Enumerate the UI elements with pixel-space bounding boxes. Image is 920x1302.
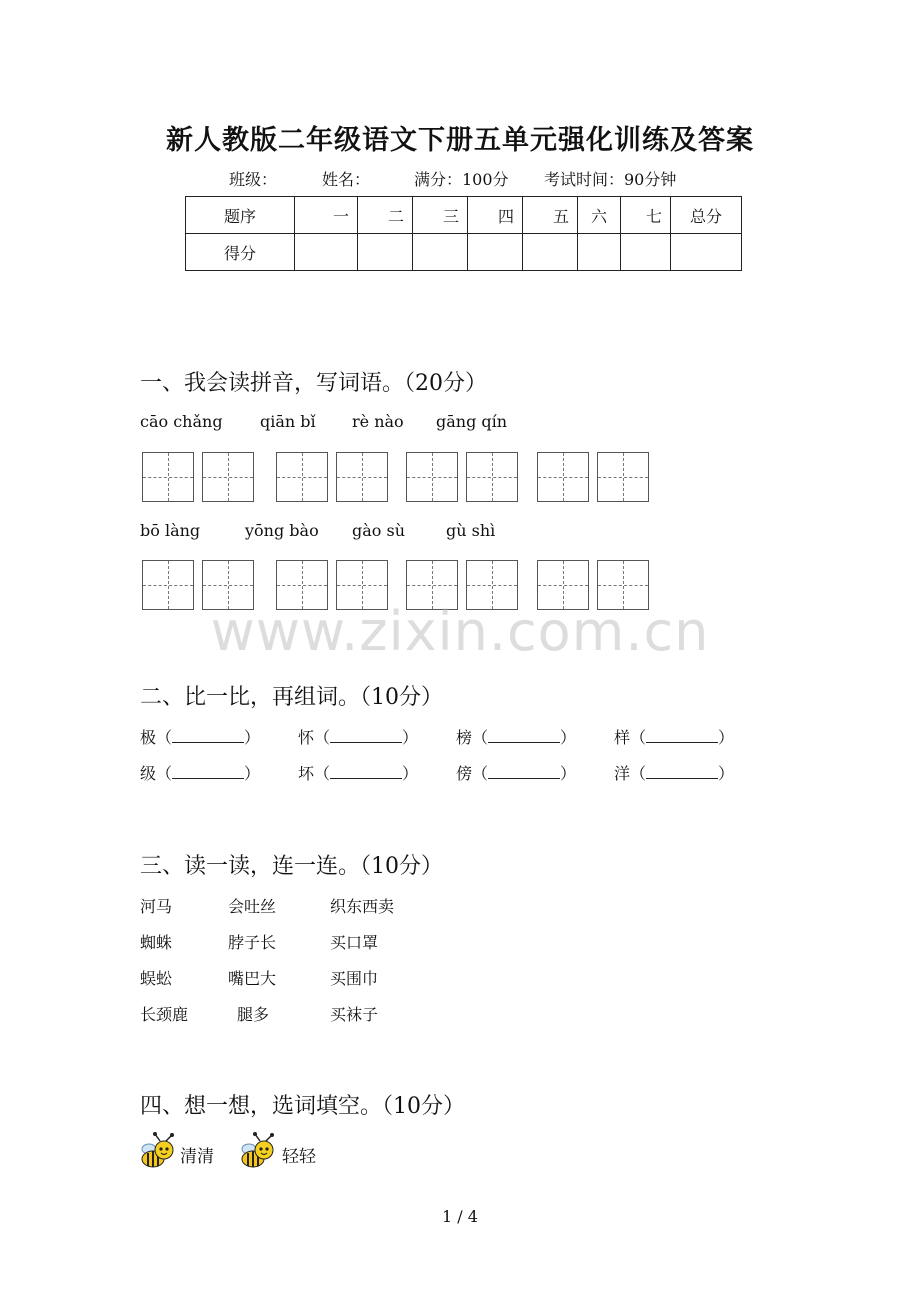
score-cell[interactable] bbox=[413, 234, 468, 271]
compare-char: 级 bbox=[140, 764, 157, 783]
score-table-header-row bbox=[186, 197, 742, 234]
open-paren: （ bbox=[472, 764, 489, 783]
score-header-cell: 一 bbox=[295, 197, 358, 234]
score-header-cell: 题序 bbox=[186, 197, 295, 234]
action-text[interactable]: 买口罩 bbox=[330, 933, 379, 952]
score-cell[interactable] bbox=[468, 234, 523, 271]
compare-item bbox=[456, 725, 576, 748]
open-paren: （ bbox=[314, 728, 331, 747]
compare-char: 洋 bbox=[614, 764, 631, 783]
open-paren: （ bbox=[472, 728, 489, 747]
compare-char: 样 bbox=[614, 728, 631, 747]
score-header-cell: 四 bbox=[468, 197, 523, 234]
watermark: www.zixin.com.cn bbox=[210, 600, 710, 663]
feature-text[interactable]: 脖子长 bbox=[228, 933, 277, 952]
feature-text[interactable]: 嘴巴大 bbox=[228, 969, 277, 988]
score-header-cell: 五 bbox=[523, 197, 578, 234]
compare-item bbox=[456, 761, 576, 784]
pinyin-label: bō làng bbox=[140, 521, 201, 540]
pinyin-label: yōng bào bbox=[245, 521, 319, 540]
action-text[interactable]: 织东西卖 bbox=[330, 897, 395, 916]
close-paren: ） bbox=[402, 728, 419, 747]
section3-heading: 三、读一读，连一连。（10分） bbox=[140, 854, 443, 879]
answer-blank[interactable] bbox=[172, 726, 244, 743]
compare-item bbox=[140, 761, 260, 784]
section4-heading: 四、想一想，选词填空。（10分） bbox=[140, 1094, 465, 1119]
close-paren: ） bbox=[244, 728, 261, 747]
close-paren: ） bbox=[560, 728, 577, 747]
section1-heading: 一、我会读拼音，写词语。（20分） bbox=[140, 371, 487, 396]
pinyin-label: qiān bǐ bbox=[260, 412, 316, 431]
bee-icon bbox=[140, 1132, 178, 1170]
score-header-cell: 总分 bbox=[671, 197, 742, 234]
compare-item bbox=[140, 725, 260, 748]
score-cell[interactable] bbox=[358, 234, 413, 271]
feature-text[interactable]: 腿多 bbox=[237, 1005, 270, 1024]
score-header-cell: 二 bbox=[358, 197, 413, 234]
pinyin-label: gù shì bbox=[446, 521, 496, 540]
compare-char: 极 bbox=[140, 728, 157, 747]
open-paren: （ bbox=[314, 764, 331, 783]
close-paren: ） bbox=[244, 764, 261, 783]
class-label: 班级： bbox=[229, 170, 278, 189]
writing-grid-box[interactable] bbox=[597, 452, 649, 502]
compare-item bbox=[614, 761, 734, 784]
compare-item bbox=[614, 725, 734, 748]
answer-blank[interactable] bbox=[646, 726, 718, 743]
score-cell[interactable] bbox=[671, 234, 742, 271]
pinyin-label: gào sù bbox=[352, 521, 406, 540]
answer-blank[interactable] bbox=[172, 762, 244, 779]
exam-time-label: 考试时间：90分钟 bbox=[544, 170, 677, 189]
pinyin-label: gāng qín bbox=[436, 412, 508, 431]
bee-icon bbox=[240, 1132, 278, 1170]
open-paren: （ bbox=[156, 728, 173, 747]
feature-text[interactable]: 会吐丝 bbox=[228, 897, 277, 916]
action-text[interactable]: 买围巾 bbox=[330, 969, 379, 988]
open-paren: （ bbox=[630, 728, 647, 747]
page-number: 1 / 4 bbox=[442, 1207, 478, 1226]
close-paren: ） bbox=[402, 764, 419, 783]
word-option[interactable]: 清清 bbox=[180, 1147, 214, 1167]
compare-item bbox=[298, 761, 418, 784]
answer-blank[interactable] bbox=[488, 762, 560, 779]
writing-grid-box[interactable] bbox=[336, 452, 388, 502]
page-title: 新人教版二年级语文下册五单元强化训练及答案 bbox=[166, 125, 754, 156]
name-label: 姓名： bbox=[322, 170, 371, 189]
compare-char: 榜 bbox=[456, 728, 473, 747]
pinyin-label: rè nào bbox=[352, 412, 404, 431]
word-option[interactable]: 轻轻 bbox=[282, 1147, 316, 1167]
animal-name[interactable]: 长颈鹿 bbox=[140, 1005, 189, 1024]
answer-blank[interactable] bbox=[330, 762, 402, 779]
score-header-cell: 六 bbox=[578, 197, 621, 234]
writing-grid-box[interactable] bbox=[466, 452, 518, 502]
full-score-label: 满分：100分 bbox=[414, 170, 509, 189]
score-cell[interactable] bbox=[578, 234, 621, 271]
writing-grid-box[interactable] bbox=[537, 452, 589, 502]
pinyin-label: cāo chǎng bbox=[140, 412, 223, 431]
score-header-cell: 七 bbox=[621, 197, 671, 234]
compare-item bbox=[298, 725, 418, 748]
writing-grid-box[interactable] bbox=[202, 452, 254, 502]
close-paren: ） bbox=[560, 764, 577, 783]
score-cell[interactable] bbox=[295, 234, 358, 271]
score-table-row bbox=[186, 234, 742, 271]
writing-grid-box[interactable] bbox=[406, 452, 458, 502]
writing-grid-box[interactable] bbox=[276, 452, 328, 502]
score-cell[interactable] bbox=[523, 234, 578, 271]
writing-grid-box[interactable] bbox=[142, 452, 194, 502]
compare-char: 坏 bbox=[298, 764, 315, 783]
answer-blank[interactable] bbox=[488, 726, 560, 743]
close-paren: ） bbox=[718, 728, 735, 747]
animal-name[interactable]: 蜈蚣 bbox=[140, 969, 173, 988]
score-header-cell: 三 bbox=[413, 197, 468, 234]
action-text[interactable]: 买袜子 bbox=[330, 1005, 379, 1024]
answer-blank[interactable] bbox=[646, 762, 718, 779]
open-paren: （ bbox=[156, 764, 173, 783]
score-cell[interactable] bbox=[621, 234, 671, 271]
answer-blank[interactable] bbox=[330, 726, 402, 743]
section2-heading: 二、比一比，再组词。（10分） bbox=[140, 685, 443, 710]
animal-name[interactable]: 蜘蛛 bbox=[140, 933, 173, 952]
score-row-label: 得分 bbox=[186, 234, 295, 271]
open-paren: （ bbox=[630, 764, 647, 783]
close-paren: ） bbox=[718, 764, 735, 783]
animal-name[interactable]: 河马 bbox=[140, 897, 173, 916]
score-table bbox=[185, 196, 742, 271]
compare-char: 怀 bbox=[298, 728, 315, 747]
compare-char: 傍 bbox=[456, 764, 473, 783]
